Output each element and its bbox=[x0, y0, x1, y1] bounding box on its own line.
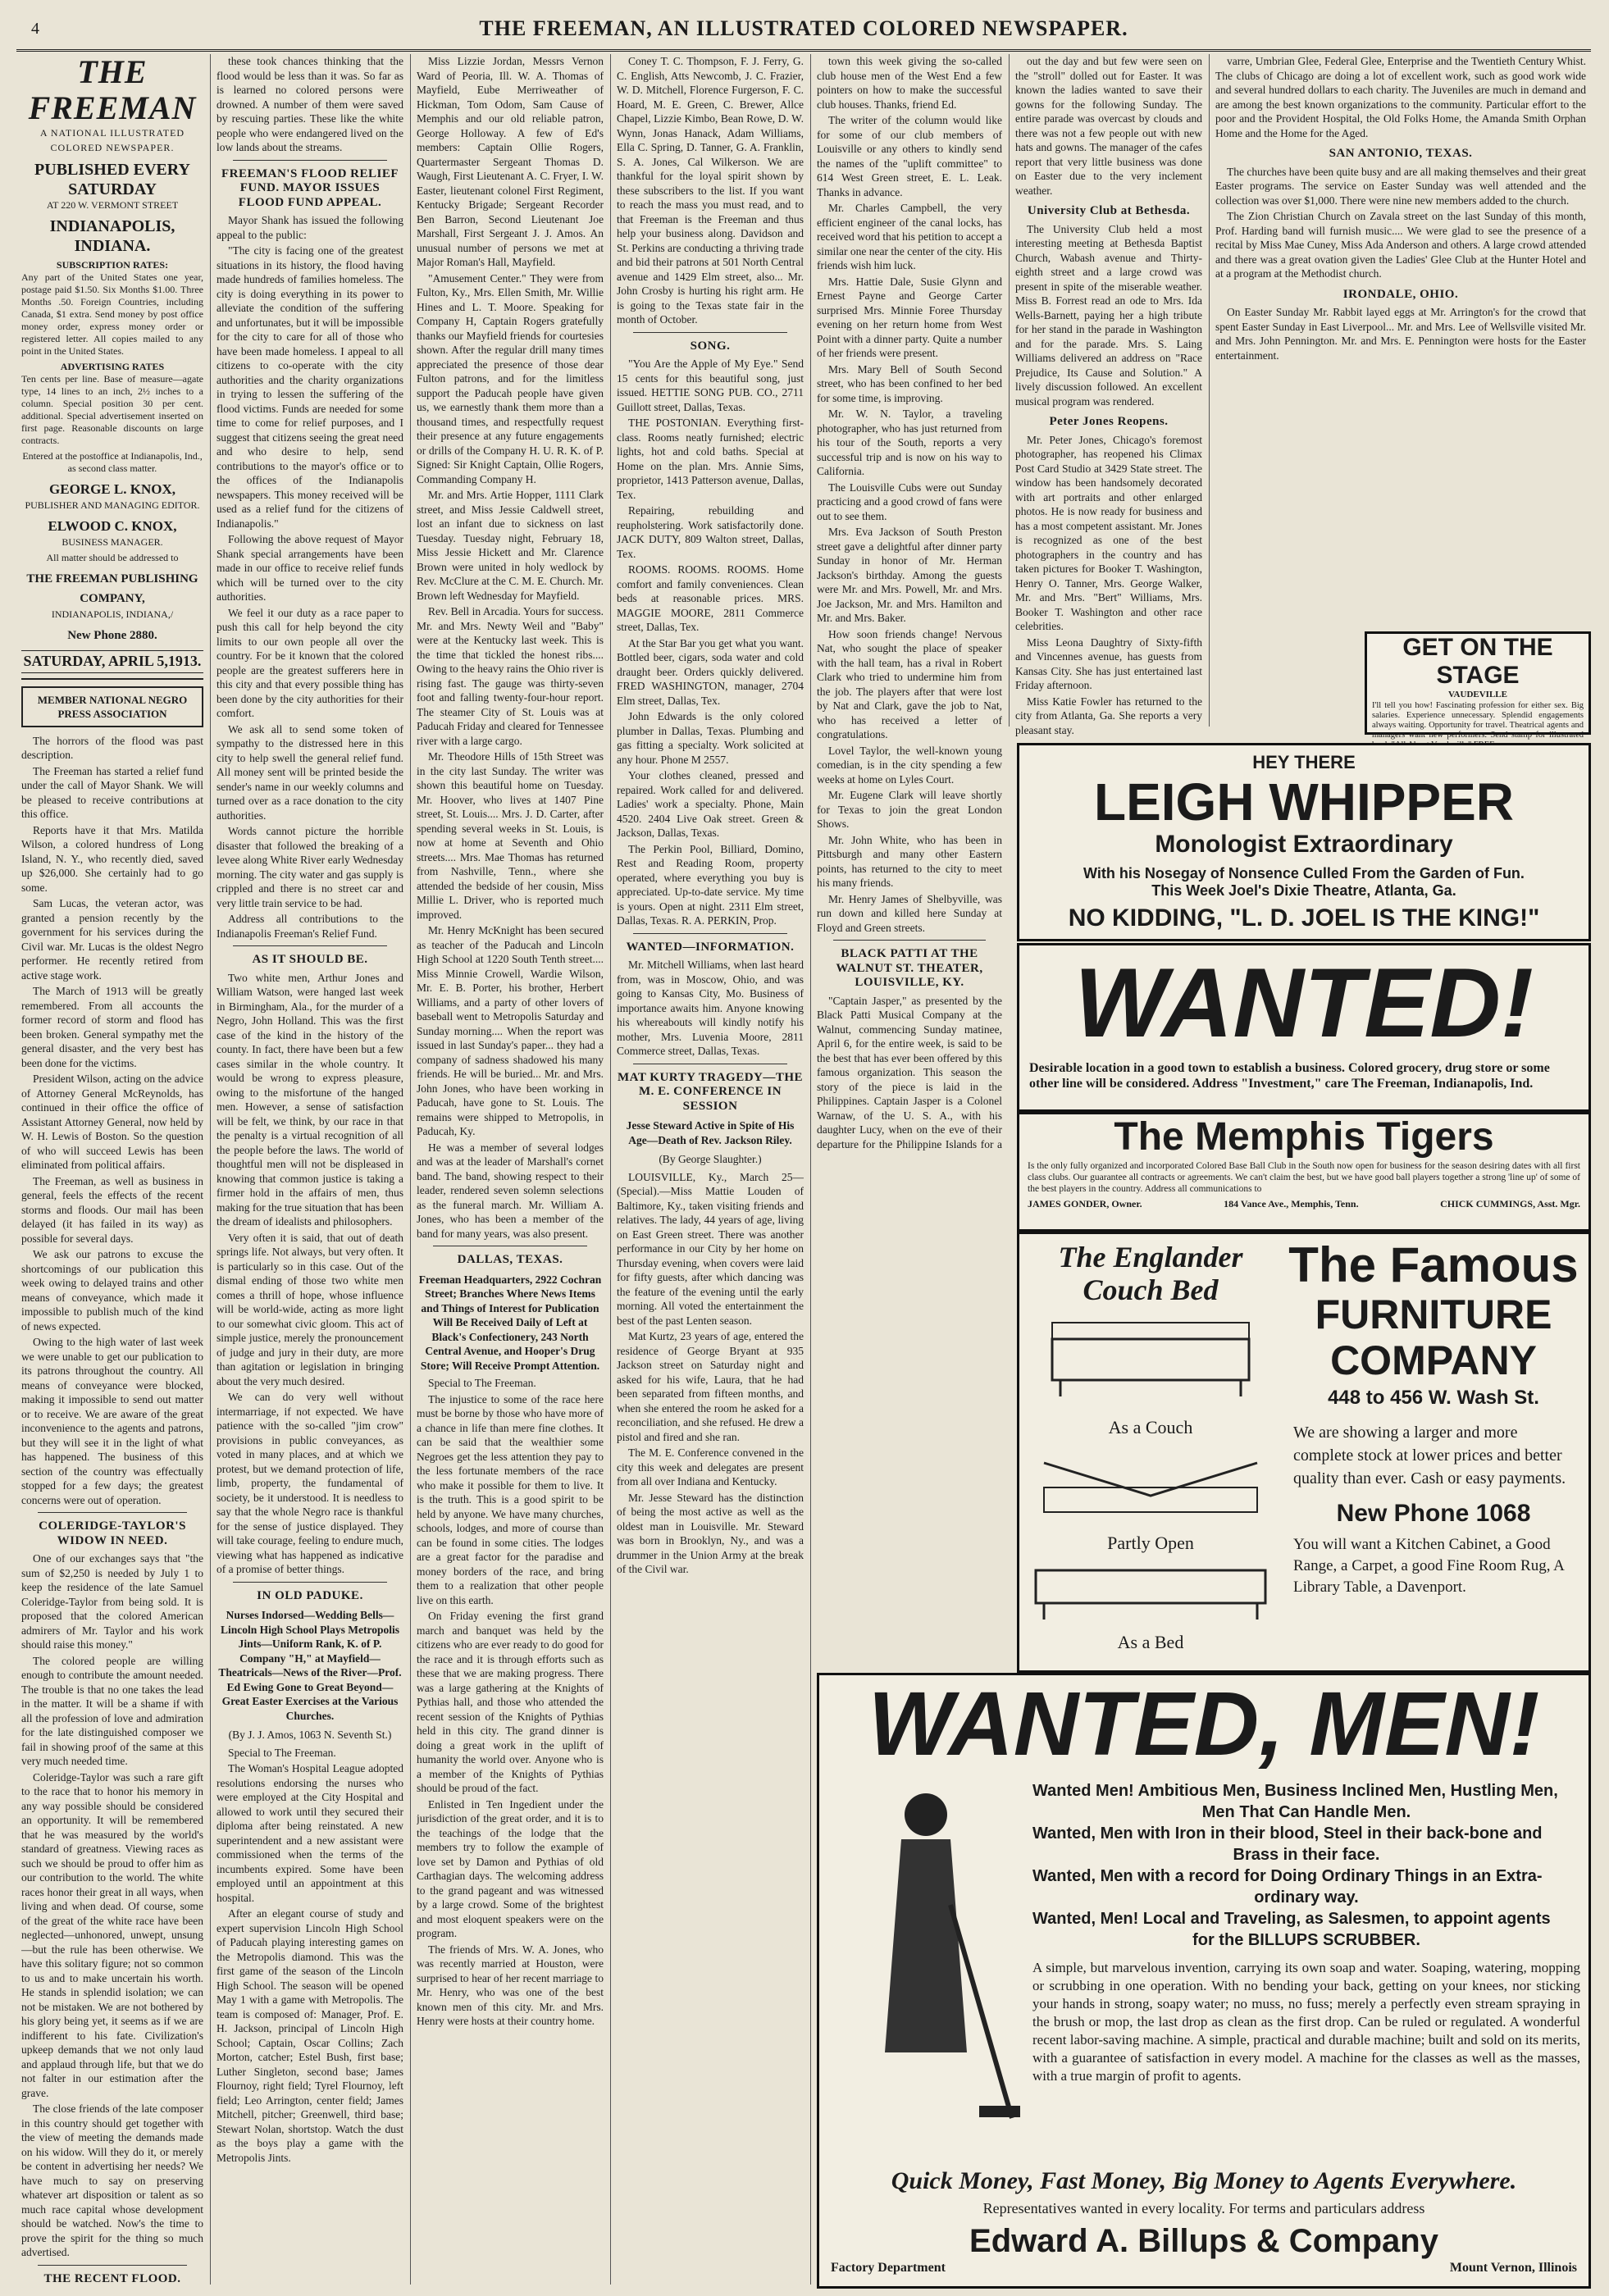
paragraph: varre, Umbrian Glee, Federal Glee, Enterprise and the Twentieth Century Whist. The clubs of Chicago are doing a lot of excellent work, such as good work wide and several hundred dollars to each charity. The Juveniles are much in demand and are among the best known organizations to the community. Particular effort to the poor and the Provident Hospital, the Old Folks Home, the Amanda Smith Orphan Home and the Home for the Aged. bbox=[1215, 55, 1586, 139]
paragraph: At the Star Bar you get what you want. Bottled beer, cigars, soda water and cold draught beer. Orders quickly delivered. FRED WASHINGTON, manager, 2704 Elm street, Dallas, Tex. bbox=[617, 636, 804, 707]
company-name: THE FREEMAN PUBLISHING COMPANY, bbox=[26, 572, 198, 605]
paragraph: "Amusement Center." They were from Fulton, Ky., Mrs. Ellen Smith, Mr. Willie Hines and L. T. Moore. Speaking for Company H, Captain Rogers gratefully thanks our Mayfield friends for courtesies shown. After the regular drill many times appreciated the presence of those dear Fulton patrons, and for the limitless support the Paducah people have given us, we earnestly thank them more than a thousand times, and respectfully request their presence at any future engagements or drills of the Company H. U. R. K. of P. Signed: Sir Knight Captain, Ollie Rogers, Commanding Company H. bbox=[417, 271, 604, 485]
paragraph: Mr. Theodore Hills of 15th Street was in the city last Sunday. The writer was shown this beautiful home on Tuesday. Mr. Hoover, who lives at 1407 Pine street, St. Louis.... Mrs. J. D. Carter, after spending several weeks in St. Louis, is now at home at Seventh and Ohio streets.... Mrs. Mae Thomas has returned from Nashville, Tenn., where she attended the bedside of her cousin, Miss Millie L. Driver, who is reported much improved. bbox=[417, 750, 604, 921]
editorial-paragraphs bbox=[21, 734, 203, 1508]
page-number: 4 bbox=[31, 20, 39, 38]
billups-line: for the BILLUPS SCRUBBER. bbox=[1192, 1931, 1420, 1949]
headline: SONG. bbox=[690, 339, 731, 353]
column-5 bbox=[817, 54, 1002, 1153]
company-city: INDIANAPOLIS, INDIANA,/ bbox=[51, 608, 174, 620]
deck: Freeman Headquarters, 2922 Cochran Street; Branches Where News Items and Things of Interest for Publication Will Be Received Daily of Left at Black's Confectionery, 243 North Central Avenue, and Hooper's Drug Store; Will Receive Prompt Attention. bbox=[418, 1273, 602, 1372]
billups-lines bbox=[1032, 1780, 1580, 2085]
paragraph: Mr. Mitchell Williams, when last heard from, was in Moscow, Ohio, and was going to Kansas City, Mo. Business of importance awaits him. Anyone knowing his whereabouts will kindly notify his mother, Mrs. Luvenia Moore, 2811 Commerce street, Dallas, Texas. bbox=[617, 959, 804, 1057]
issue-date: SATURDAY, APRIL 5,1913. bbox=[21, 650, 203, 673]
publisher-title: PUBLISHER AND MANAGING EDITOR. bbox=[25, 499, 200, 511]
byline: (By J. J. Amos, 1063 N. Seventh St.) bbox=[228, 1729, 392, 1741]
headline: Peter Jones Reopens. bbox=[1049, 415, 1169, 428]
divider bbox=[233, 1582, 387, 1583]
company-line-1: The Famous bbox=[1288, 1237, 1579, 1292]
billups-body: A simple, but marvelous invention, carrying its own soap and water. Soaping, watering, mopping or scrubbing in one operation. With no bending your back, getting on your knees, nor sticking your hands in strong, soapy water; no muss, no fuss; merely a perfectly even stream spraying in the brush or mop, the last drop as clean as the first drop. Can be ruled or regulated. A wonderful recent labor-saving machine. A simple, practical and durable machine; built and sold on its merits, with a guarantee of satisfaction in every model. A machine for the classes as well as the masses, with a true margin of profit to agents. bbox=[1032, 1960, 1580, 2084]
headline: MAT KURTY TRAGEDY—THE M. E. CONFERENCE IN SESSION bbox=[617, 1070, 804, 1113]
furniture-advertisement bbox=[1017, 1232, 1591, 1673]
furniture-phone: New Phone 1068 bbox=[1336, 1500, 1531, 1527]
column-3 bbox=[417, 54, 604, 2285]
couch-caption-2: Partly Open bbox=[1107, 1533, 1194, 1553]
couch-caption-1: As a Couch bbox=[1108, 1417, 1193, 1437]
paragraph: The friends of Mrs. W. A. Jones, who was recently married at Houston, were surprised to hear of her recent marriage to Mr. Henry, who was one of the best known men of this city. Mr. and Mrs. Henry were hosts at their country home. bbox=[417, 1943, 604, 2027]
billups-title: WANTED, MEN! bbox=[868, 1674, 1540, 1774]
paragraph: He was a member of several lodges and was at the leader of Marshall's cornet band. The band, showing respect to their leader, rendered seven solemn selections as the funeral march. Mr. William A. Jones, who has been a member of the band for many years, was also present. bbox=[417, 1141, 604, 1240]
whipper-line-3: NO KIDDING, "L. D. JOEL IS THE KING!" bbox=[1068, 904, 1540, 932]
paragraph: Words cannot picture the horrible disaster that followed the breaking of a levee along White River early Wednesday morning. The city water and gas supply is crippled and there is no street car and very little train service to be had. bbox=[217, 825, 403, 909]
billups-department: Factory Department bbox=[831, 2261, 946, 2275]
couch-bed-product: The Englander Couch Bed bbox=[1058, 1241, 1243, 1306]
memphis-body: Is the only fully organized and incorporated Colored Base Ball Club in the South now open for business for the season desiring dates with all first class clubs. Our guarantee all contracts or agreements. We can't claim the best, but we have good ball players together a strong 'line up' of some of the best players in the country. Address all communications to bbox=[1028, 1161, 1580, 1194]
paragraph: town this week giving the so-called club house men of the West End a few pointers on how to make the successful club houses. Thanks, friend Ed. bbox=[817, 55, 1002, 111]
paragraph: Special to The Freeman. bbox=[228, 1746, 336, 1759]
paragraph: LOUISVILLE, Ky., March 25—(Special).—Miss Mattie Louden of Baltimore, Ky., taken visiting friends and relatives. The lady, 44 years of age, living on East Green street. There was another performance in our City by her home on Thursday evening, when covers were laid for fifty guests, after which dancing was the feature of the evening until the early morning. All voted the entertainment the best of the past Lenten season. bbox=[617, 1170, 804, 1327]
paragraph: Rev. Bell in Arcadia. Yours for success. Mr. and Mrs. Newty Weil and "Baby" were at the Kentucky last week. This is the time that tickled the honest ribs.... Owing to the heavy rains the Ohio river is rising fast. The gauge was thirty-seven foot and falling twenty-four-hour report. The steamer City of St. Louis was at Paducah Friday and cleared for Tennessee river with a large cargo. bbox=[417, 605, 604, 747]
paragraph: Repairing, rebuilding and reupholstering. Work satisfactorily done. JACK DUTY, 809 Walton street, Dallas, Tex. bbox=[617, 504, 804, 560]
couch-caption-3: As a Bed bbox=[1117, 1632, 1184, 1652]
paragraph: Enlisted in Ten Ingedient under the jurisdiction of the great order, and it is to the teachings of the lodge that the members try to follow the example of love set by Damon and Pythias of old Carthagian days. The welcoming address to the grand pageant and was witnessed by a large crowd. Some of the brightest and most eloquent speakers were on the program. bbox=[417, 1797, 604, 1939]
column-rule bbox=[1209, 54, 1210, 727]
wanted-title: WANTED! bbox=[1074, 948, 1534, 1058]
headline: THE RECENT FLOOD. bbox=[43, 2271, 181, 2285]
whipper-title: Monologist Extraordinary bbox=[1155, 831, 1453, 858]
paragraph: The Freeman, as well as business in general, feels the effects of the recent storms and floods. Our mail has been delayed (it has failed in its way) as possible for several days. bbox=[21, 1174, 203, 1245]
running-header bbox=[16, 8, 1591, 52]
paragraph: The churches have been quite busy and are all making themselves and their great Easter programs. The service on Easter Sunday was well attended and the collection was over $1,000. There were nine new members added to the church. bbox=[1215, 165, 1586, 207]
divider bbox=[233, 945, 387, 946]
wanted-location-advertisement bbox=[1017, 943, 1591, 1112]
memphis-tigers-advertisement bbox=[1017, 1112, 1591, 1232]
manager-title: BUSINESS MANAGER. bbox=[62, 536, 163, 548]
paragraph: Mr. Eugene Clark will leave shortly for Texas to join the great London Shows. bbox=[817, 789, 1002, 830]
paragraph: We feel it our duty as a race paper to push this call for help beyond the city limits to our own people all over the country. For be it known that the colored people are the greatest sufferers here in this city and that every possible thing has been done by the city authorities for their comfort. bbox=[217, 606, 403, 719]
column-rule bbox=[1009, 54, 1010, 727]
memphis-address: 184 Vance Ave., Memphis, Tenn. bbox=[1224, 1198, 1359, 1210]
company-phone: New Phone 2880. bbox=[67, 629, 157, 642]
byline: (By George Slaughter.) bbox=[659, 1153, 762, 1165]
masthead-title: THE FREEMAN bbox=[28, 54, 197, 126]
memphis-owner: JAMES GONDER, Owner. bbox=[1028, 1198, 1142, 1210]
divider bbox=[633, 933, 787, 934]
headline: SAN ANTONIO, TEXAS. bbox=[1329, 147, 1473, 160]
paragraph: Mr. John White, who has been in Pittsburgh and many other Eastern points, has returned to the city to meet his many friends. bbox=[817, 833, 1002, 889]
entered-note: Entered at the postoffice at Indianapolis, Ind., as second class matter. bbox=[22, 450, 203, 474]
divider bbox=[38, 1512, 187, 1513]
paragraph: On Easter Sunday Mr. Rabbit layed eggs at Mr. Arrington's for the crowd that spent Easter Sunday in East Liverpool... Mr. and Mrs. Lee of Wellsville visited Mr. and Mrs. John Pennington. Mr. and Mrs. E. Pennington were hosts for the Easter entertainment. bbox=[1215, 306, 1586, 362]
paragraph: "You Are the Apple of My Eye." Send 15 cents for this beautiful song, just issued. HETTIE SONG PUB. CO., 2711 Guillott street, Dallas, Texas. bbox=[617, 358, 804, 413]
paragraph: Mr. and Mrs. Artie Hopper, 1111 Clark street, and Miss Jessie Caldwell street, lost an infant due to sickness on last Tuesday. Tuesday night, February 18, Miss Jessie Hickett and Mr. Clarence Brown were united in holy wedlock by Rev. McClure at the C. M. E. Church. Mr. Brown left Wednesday for Mayfield. bbox=[417, 489, 604, 602]
column-4 bbox=[617, 54, 804, 2285]
stage-ad-sub: VAUDEVILLE bbox=[1448, 690, 1507, 699]
paragraph: THE POSTONIAN. Everything first-class. Rooms neatly furnished; electric lights, hot and cold baths. Special at Home on the plan. Mrs. Annie Sims, proprietor, 1413 Patterson avenue, Dallas, Tex. bbox=[617, 417, 804, 501]
paragraph: The March of 1913 will be greatly remembered. From all accounts the former record of storm and flood has been broken. General sympathy met the general disaster, and the very best has been done for the victims. bbox=[21, 985, 203, 1069]
paragraph: "The city is facing one of the greatest situations in its history, the flood having made hundreds of families homeless. The city is doing everything in its power to alleviate the condition of the suffering and unfortunates, but it will be impossible for the city to care for all of those who have been made homeless. I appeal to all citizens to co-operate with the city authorities and the charity organizations in trying to lessen the suffering of the flood victims. Funds are needed for some time to come for relief purposes, and I suggest that citizens seeing the great need and who desire to help, send contributions to the mayor's office or to the offices of the Indianapolis newspapers. This money received will be used as a relief fund for the citizens of Indianapolis." bbox=[217, 244, 403, 530]
paragraph: Following the above request of Mayor Shank special arrangements have been made in our office to receive relief funds which will be turned over to the city authorities. bbox=[217, 533, 403, 603]
paragraph: The M. E. Conference convened in the city this week and delegates are present from all over Indiana and Kentucky. bbox=[617, 1446, 804, 1487]
paragraph: Mr. Jesse Steward has the distinction of being the most active as well as the oldest man in Louisville. Mr. Steward was born in Brooklyn, Ny., and was a drummer in the Union Army at the break of the Civil war. bbox=[617, 1491, 804, 1575]
paragraph: Mr. Henry James of Shelbyville, was run down and killed here Sunday at Floyd and Green streets. bbox=[817, 892, 1002, 934]
paragraph: Coleridge-Taylor was such a rare gift to the race that to honor his memory in any way possible should be considered an opportunity. It will be remembered that he was measured by the world's standard of greatness. Viewing races as such we should be proud to offer him as our contribution to the world. The white races honor their great in all ways, when living and when dead. Of course, some of the great of the white race have been neglected—unhonored, unwept, unsung—but the rule has been otherwise. We have this solitary figure; not so common to us and to make uncertain his worth. He stands in splendid isolation; we can not be mistaken. We are not bothered by his glory being yet, it seems as if we are indifferent to his fate. Civilization's upkeep demands that we not only laud and applaud through life, but that we do not falter in our estimation after the grave. bbox=[21, 1770, 203, 2099]
headline: BLACK PATTI AT THE WALNUT ST. THEATER, LOUISVILLE, KY. bbox=[836, 947, 983, 989]
subscription-heading: SUBSCRIPTION RATES: bbox=[56, 259, 169, 271]
paragraph: Sam Lucas, the veteran actor, was granted a pension recently by the government for his services during the Civil war. Mr. Lucas is the oldest Negro performer. He recently retired from active stage work. bbox=[21, 897, 203, 982]
woman-scrubbing-illustration bbox=[836, 1782, 1024, 2126]
paragraph: The injustice to some of the race here must be borne by those who have more of a chance in life than mere fine clothes. It can be said that the wealthier some Negroes get the less attention they pay to the less fortunate members of the race who make it possible for them to live. It is the truth. This is a good spirit to be held by anyone. We have many churches, schools, lodges, and more of course than can be found in some cities. The lodges are a great factor for the paradise and money borders of the race, and bring them to a realization that other people live on this earth. bbox=[417, 1392, 604, 1606]
paragraph: these took chances thinking that the flood would be less than it was. So far as is learned no colored persons were drowned. A number of them were saved by rescuing parties. These like the white people who were endangered lived on the low lands about the streams. bbox=[217, 55, 403, 153]
furniture-address: 448 to 456 W. Wash St. bbox=[1328, 1387, 1539, 1409]
leigh-whipper-advertisement bbox=[1017, 743, 1591, 941]
paragraph: The University Club held a most interesting meeting at Bethesda Baptist Church, Wabash avenue and Thirty-eighth street and a large crowd was present in spite of the miserable weather. Miss B. Forrest read an ode to Mrs. Ida Wells-Barnett, paying her a high tribute for her stand in the parade in Washington and for the parade. Mrs. S. Laing Williams delivered an address on "Race Prejudice, Its Cause and Solution." A lively discussion followed. An excellent musical program was rendered. bbox=[1015, 222, 1202, 408]
paragraph: John Edwards is the only colored plumber in Dallas, Texas. Plumbing and gas fitting a specialty. Work solicited at any hour. Phone M 2557. bbox=[617, 710, 804, 766]
billups-rep: Representatives wanted in every locality. For terms and particulars address bbox=[982, 2200, 1425, 2216]
column-rule bbox=[610, 54, 611, 2285]
billups-line: Brass in their face. bbox=[1233, 1846, 1380, 1864]
furniture-body: We are showing a larger and more complete stock at lower prices and better quality than ever. Cash or easy payments. bbox=[1293, 1424, 1566, 1487]
whipper-line-1: With his Nosegay of Nonsence Culled From the Garden of Fun. bbox=[1083, 865, 1525, 882]
paragraph: Address all contributions to the Indianapolis Freeman's Relief Fund. bbox=[217, 913, 403, 940]
paragraph: "Captain Jasper," as presented by the Black Patti Musical Company at the Walnut, commencing Sunday matinee, April 6, for the entire week, is said to be the best that has ever been offered by this famous organization. This season the story of the piece is laid in the Philippines. Captain Jasper is a Colonel Warnaw, of the U. S. A., with his daughter Lucy, when on the eve of their departure for the Philippine Islands for a bbox=[817, 994, 1002, 1150]
masthead bbox=[21, 54, 203, 680]
furniture-body-2: You will want a Kitchen Cabinet, a Good Range, a Carpet, a good Fine Room Rug, A Library Table, a Davenport. bbox=[1293, 1536, 1564, 1596]
paragraph: Two white men, Arthur Jones and William Watson, were hanged last week in Birmingham, Ala., for the murder of a Negro, John Holland. This was the first case of the kind in the history of the county. In fact, there have been but a few cases similar in the whole country. It would be wrong to express pleasure, owing to the misfortune of the hanged men. However, a sense of satisfaction will be felt, we think, by our race in that the penalty is a virtual recognition of all the people before the laws. The world of thoughtful men will not be displeased in knowing that common justice is taking a firmer hold in the affairs of men, thus making for the true situation that has been the dream of idealists and philosophers. bbox=[217, 971, 403, 1228]
paragraph: The Perkin Pool, Billiard, Domino, Rest and Reading Room, property operated, where everything you buy is appreciated. Up-to-date service. My time is yours. Open at night. 2311 Elm street, Dallas, Texas. R. A. PERKIN, Prop. bbox=[617, 842, 804, 927]
billups-city: Mount Vernon, Illinois bbox=[1449, 2261, 1577, 2275]
paragraph: After an elegant course of study and expert supervision Lincoln High School of Paducah playing interesting games on the Metropolis diamond. This was the first game of the season of the Lincoln High School. The season will be opened May 1 with a game with Metropolis. The team is composed of: Manager, Prof. E. H. Jackson, principal of Lincoln High School; Captain, Oscar Collins; Zach Morton, catcher; Estel Bush, first base; Luther Singleton, second base; James Flournoy, right field; Tyrel Flournoy, left field; Leo Arrington, center field; James Mitchell, pitcher; Greenwell, third base; Stewart Nolan, shortstop. Watch the dust as the boys play a game with the Metropolis Jints. bbox=[217, 1907, 403, 2164]
paragraph: Mr. W. N. Taylor, a traveling photographer, who has just returned from his tour of the South, reports a very successful trip and is now on his way to California. bbox=[817, 408, 1002, 477]
divider bbox=[633, 332, 787, 333]
company-line-2: FURNITURE bbox=[1315, 1292, 1552, 1337]
paragraph: Your clothes cleaned, pressed and repaired. Work called for and delivered. Ladies' work a specialty. Phone, Main 4520. 2404 Live Oak street. Green & Jackson, Dallas, Texas. bbox=[617, 769, 804, 839]
paragraph: The Louisville Cubs were out Sunday practicing and a good crowd of fans were out to see them. bbox=[817, 481, 1002, 522]
paragraph: out the day and but few were seen on the "stroll" dolled out for Easter. It was known the ladies wanted to save their gowns for the following Sunday. The entire parade was overcast by clouds and there was not a few people out with new hats and gowns. The manager of the cafes report that very little business was done on Easter due to the very inclement weather. bbox=[1015, 55, 1202, 197]
paragraph: Special to The Freeman. bbox=[428, 1377, 536, 1389]
stage-ad-body: I'll tell you how! Fascinating profession for either sex. Big salaries. Experience unnecessary. Splendid engagements always waiting. Opportunity for travel. Theatrical agents and managers want new performers. Send stamp for illustrated bbox=[1372, 701, 1584, 740]
stage-ad-heading: GET ON THE STAGE bbox=[1402, 634, 1553, 689]
headline: IN OLD PADUKE. bbox=[257, 1588, 363, 1602]
masthead-subtitle: A NATIONAL ILLUSTRATED COLORED NEWSPAPER. bbox=[39, 127, 185, 153]
newspaper-running-title: THE FREEMAN, AN ILLUSTRATED COLORED NEWSPAPER. bbox=[479, 16, 1128, 40]
billups-line: Wanted, Men! Local and Traveling, as Salesmen, to appoint agents bbox=[1032, 1910, 1551, 1928]
furniture-company-panel bbox=[1287, 1239, 1580, 1598]
paragraph: Mr. Charles Campbell, the very efficient engineer of the canal locks, has received word that his petition to accept a similar one near the center of the city. His friends wish him luck. bbox=[817, 202, 1002, 271]
masthead-address: AT 220 W. VERMONT STREET bbox=[46, 199, 179, 211]
couch-bed-panel bbox=[1028, 1241, 1274, 1653]
whipper-name: LEIGH WHIPPER bbox=[1093, 772, 1515, 831]
headline: IRONDALE, OHIO. bbox=[1342, 287, 1459, 301]
billups-line: ordinary way. bbox=[1254, 1888, 1359, 1906]
paragraph: The writer of the column would like for some of our club members of Louisville or any others to kindly send the names of the "uplift committee" to 614 West Green street, E. L. Leak. Thanks in advance. bbox=[817, 114, 1002, 198]
paragraph: Owing to the high water of last week we were unable to get our publication to its patrons throughout the country. All means of conveyance were blocked, making it impossible to send out matter or to receive. We are aware of the great inconvenience to the agents and patrons, but they will see it in the light of what has happened. The business of this section of the country was effectually stopped for a few days; the greatest concerns were out of operation. bbox=[21, 1336, 203, 1506]
headline: FREEMAN'S FLOOD RELIEF FUND. MAYOR ISSUES FLOOD FUND APPEAL. bbox=[221, 166, 399, 209]
paragraph: We ask our patrons to excuse the shortcomings of our publication this week owing to delayed trains and other means of conveyance, which made it impossible to publish much of the kind of news expected. bbox=[21, 1248, 203, 1332]
paragraph: The Woman's Hospital League adopted resolutions endorsing the nurses who were employed at the City Hospital and allowed to work until they secured their diploma after being reinstated. A new superintendent and a new assistant were commissioned when the terms of the incumbents expired. Some have been employed until an appointment at this hospital. bbox=[217, 1762, 403, 1904]
deck: Jesse Steward Active in Spite of His Age—Death of Rev. Jackson Riley. bbox=[626, 1119, 795, 1146]
subscription-text: Any part of the United States one year, postage paid $1.50. Six Months $1.00. Three Months .50. Foreign Countries, including Canada, $1 extra. Send money by post office money order, express money order or registered letter. All copies mailed to any point in the United States. bbox=[21, 271, 203, 357]
paragraph: We ask all to send some token of sympathy to the distressed here in this city to help swell the general relief fund. All money sent will be printed beside the sender's name in our weekly columns and turned over as a race donation to the city authorities. bbox=[217, 722, 403, 822]
memphis-manager: CHICK CUMMINGS, Asst. Mgr. bbox=[1440, 1198, 1580, 1210]
billups-company: Edward A. Billups & Company bbox=[969, 2223, 1438, 2259]
paragraph: ROOMS. ROOMS. ROOMS. Home comfort and family conveniences. Clean beds at reasonable prices. MRS. MAGGIE MOORE, 2811 Commerce street, Dallas, Tex. bbox=[617, 563, 804, 633]
address-note: All matter should be addressed to bbox=[46, 552, 179, 563]
billups-line: Wanted, Men with a record for Doing Ordinary Things in an Extra- bbox=[1032, 1867, 1543, 1885]
divider bbox=[38, 2265, 187, 2266]
bed-illustration bbox=[1028, 1554, 1274, 1628]
manager-name: ELWOOD C. KNOX, bbox=[48, 518, 177, 534]
column-rule bbox=[210, 54, 211, 2285]
paragraph: Mrs. Mary Bell of South Second street, who has been confined to her bed for some time, is improving. bbox=[817, 362, 1002, 404]
billups-line: Wanted Men! Ambitious Men, Business Inclined Men, Hustling Men, bbox=[1032, 1782, 1558, 1800]
memphis-contacts bbox=[1019, 1195, 1588, 1214]
paragraph: Lovel Taylor, the well-known young comedian, is in the city spending a few weeks at home on Lyles Court. bbox=[817, 744, 1002, 786]
column-rule bbox=[410, 54, 411, 2285]
paragraph: Mr. Henry McKnight has been secured as teacher of the Paducah and Lincoln High School at 1220 South Tenth street.... Miss Minnie Crowell, Wardie Wilson, Mr. E. B. Porter, his brother, Herbert Williams, and a party of other lovers of baseball went to Metropolis Saturday and Sunday morning.... When the report was issued in last Sunday's paper... they had a company of sadness shadowed his many friends. He will be buried... Mr. and Mrs. John Jones, who have been working in Paducah, have gone to St. Louis. The remains were shipped to Metropolis, in Paducah, Ky. bbox=[417, 924, 604, 1137]
paragraph: We can do very well without intermarriage, if not expected. We have patience with the so-called "jim crow" provisions in public conveyances, as voted in many places, and at which we protest, but we demand protection of life, limb, property, the fundamental of society, be it understood. It is needless to say that the whole Negro race is thankful for the sense of justice displayed. They will take courage, feeling to endure much, viewing what has happened as indicative of a promise of better things. bbox=[217, 1391, 403, 1575]
paragraph: Mayor Shank has issued the following appeal to the public: bbox=[217, 214, 403, 241]
billups-scrubber-advertisement bbox=[817, 1673, 1591, 2289]
billups-line: Wanted, Men with Iron in their blood, Steel in their back-bone and bbox=[1032, 1824, 1543, 1843]
paragraph: The horrors of the flood was past description. bbox=[21, 734, 203, 761]
paragraph: The colored people are willing enough to contribute the amount needed. The trouble is that no one takes the lead in the matter. It will be a shame if with all the profession of love and admiration for the late distinguished composer we fail in showing proof of the same at this very much needed time. bbox=[21, 1654, 203, 1767]
paragraph: Coney T. C. Thompson, F. J. Ferry, G. C. English, Atts Newcomb, J. C. Frazier, W. D. Mitchell, Florence Furgerson, F. C. Hoard, M. E. Green, C. Brewer, Allce Chapel, Lizzie Kimbo, Bean Rowe, D. W. Wynn, Jonas Hanack, Adam Williams, Ella C. Spring, D. Tanner, G. A. Franklin, S. A. Jones, Cal Wilkerson. We are thankful for the loyal spirit shown by these subscribers to the list. If you want to reach the mass you must read, and to that Freeman is the Freeman and thus help your business along. Davidson and St. Perkins are conducting a thriving trade and bid their patrons at 501 North Central avenue and 1429 Elm street, also... Mr. John Crosby is hurting his right arm. He is going to the Texas state fair in the month of October. bbox=[617, 55, 804, 326]
paragraph: Miss Lizzie Jordan, Messrs Vernon Ward of Peoria, Ill. W. A. Thomas of Mayfield, Eube Merriweather of Hickman, Tom Odom, Sam Cause of Memphis and our old reliable patron, George Holloway. A few of Ed's members: Captain Ollie Rogers, Quartermaster Sergeant Thomas D. Waugh, First Lieutenant A. C. Fryer, I. W. Easter, lieutenant colonel First Regiment, Kentucky Brigade; Sergeant Recorder Ben Barron, Second Lieutenant Joe Marshall, First Sergeant J. J. Amos. An unusual number of persons we met at Major Roman's Hall, Mayfield. bbox=[417, 55, 604, 268]
wanted-body: Desirable location in a good town to establish a business. Colored grocery, drug store or some other line will be considered. Address "Investment," care The Freeman, Indianapolis, Ind. bbox=[1029, 1061, 1550, 1091]
paragraph: Reports have it that Mrs. Matilda Wilson, a colored hundress of Long Island, N. Y., who recently died, saved up $26,000. She certainly had to go some. bbox=[21, 823, 203, 894]
column-1 bbox=[21, 54, 203, 2285]
whipper-top: HEY THERE bbox=[1252, 752, 1356, 772]
paragraph: One of our exchanges says that "the sum of $2,250 is needed by July 1 to keep the residence of the late Samuel Coleridge-Taylor from being sold. It is proposed that the colored American admirers of Mr. Taylor and his work should raise this money." bbox=[21, 1552, 203, 1651]
paragraph: Miss Leona Daughtry of Sixty-fifth and Vincennes avenue, has guests from Kansas City. She has just entertained last Friday afternoon. bbox=[1015, 636, 1202, 691]
paragraph: The Freeman has started a relief fund under the call of Mayor Shank. We will be pleased to receive contributions at this office. bbox=[21, 764, 203, 820]
masthead-city: INDIANAPOLIS, INDIANA. bbox=[49, 217, 175, 255]
column-2 bbox=[217, 54, 403, 2285]
partly-open-illustration bbox=[1028, 1438, 1274, 1528]
headline: AS IT SHOULD BE. bbox=[252, 953, 368, 966]
billups-slogan: Quick Money, Fast Money, Big Money to Agents Everywhere. bbox=[891, 2167, 1517, 2194]
paragraph: Very often it is said, that out of death springs life. Not always, but very often. It is particularly so in this case. Out of the dismal ending of those two white men comes a thrill of hope, whose influence will be world-wide, acting as more light to our somewhat civic gloom. This act of simple justice, merely the pronouncement of judge and jury in their duty, are more than agitation or legislation in bringing about the very much desired. bbox=[217, 1231, 403, 1387]
column-6 bbox=[1015, 54, 1202, 759]
divider bbox=[233, 160, 387, 161]
advertising-text: Ten cents per line. Base of measure—agate type, 14 lines to an inch, 2½ inches to a column. Special position 30 per cent. additional. Special advertisement inserted on first page. Reasonable discounts on large contracts. bbox=[21, 373, 203, 446]
advertising-heading: ADVERTISING RATES bbox=[60, 361, 165, 372]
stage-advertisement bbox=[1365, 631, 1591, 740]
paragraph: Mrs. Hattie Dale, Susie Glynn and Ernest Payne and George Carter surprised Mrs. Minnie Foree Thursday evening on her return home from West Point with a dinner party. Quite a number of her friends were present. bbox=[817, 275, 1002, 359]
paragraph: The close friends of the late composer in this country should get together with the view of meeting the demands made on his widow. Will they do it, or merely be content in advertising her needs? We have much to say on preserving whatever art disposition or talent as so much race capital whose development should be watched. Now's the time to prove the spirit for the thing so much advertised. bbox=[21, 2102, 203, 2258]
paragraph: Mr. Peter Jones, Chicago's foremost photographer, has reopened his Climax Post Card Studio at 3429 State street. The window has been handsomely decorated with art portraits and other enlarged photos. He is now ready for business and has a most competent assistant. Mr. Jones is recognized as one of the best photographers in the country and has taken pictures for Booker T. Washington, Henry O. Tanner, Mrs. George Walker, Mr. and Mrs. "Bert" Williams, Mrs. Booker T. Washington and other race celebrities. bbox=[1015, 433, 1202, 632]
headline: DALLAS, TEXAS. bbox=[457, 1253, 563, 1266]
paragraph: Mat Kurtz, 23 years of age, entered the residence of George Bryant at 935 Jackson street on Saturday night and asked for his wife, Laura, that he had been separated from fifteen months, and when she entered the room he asked for a reconciliation, and she refused. He drew a pistol and fired and she ran. bbox=[617, 1330, 804, 1443]
headline: University Club at Bethesda. bbox=[1027, 204, 1191, 217]
column-7 bbox=[1215, 54, 1586, 620]
paragraph: On Friday evening the first grand march and banquet was held by the citizens who are ever ready to do good for the race and it is through efforts such as these that we are making progress. There was a large gathering at the Knights of Pythias hall, and those who attended the recent session of the Knights of Pythias held in this city. The grand dinner is doing a great work in the uplift of humanity the world over. Anyone who is a member of the Knights of Pythias should be proud of the fact. bbox=[417, 1610, 604, 1794]
headline: WANTED—INFORMATION. bbox=[626, 940, 795, 954]
headline: COLERIDGE-TAYLOR'S WIDOW IN NEED. bbox=[39, 1519, 186, 1547]
publisher-name: GEORGE L. KNOX, bbox=[49, 481, 175, 497]
paragraph: The Zion Christian Church on Zavala street on the last Sunday of this month, Prof. Harding band will furnish music.... We were glad to see the presence of a recital by Miss Mae Cuney, Miss Ada Anderson and others. A large crowd attended and there was a great ovation given the Ladies' Glee Club at the Hunter Hotel and at a program at the Methodist church. bbox=[1215, 210, 1586, 280]
whipper-line-2: This Week Joel's Dixie Theatre, Atlanta, Ga. bbox=[1151, 882, 1456, 899]
paragraph: Miss Katie Fowler has returned to the city from Atlanta, Ga. She reports a very pleasant stay. bbox=[1015, 695, 1202, 736]
couch-illustration bbox=[1028, 1306, 1274, 1413]
paragraph: Mrs. Eva Jackson of South Preston street gave a delightful after dinner party Sunday in honor of Mr. Herman Jackson's birthday. Among the guests were Mr. and Mrs. Powell, Mr. and Mrs. Joe Jackson, Mr. and Mrs. Hamilton and Mr. and Mrs. Baker. bbox=[817, 526, 1002, 624]
memphis-title: The Memphis Tigers bbox=[1114, 1115, 1494, 1159]
masthead-published: PUBLISHED EVERY SATURDAY bbox=[34, 161, 190, 198]
press-association-badge: MEMBER NATIONAL NEGRO PRESS ASSOCIATION bbox=[21, 686, 203, 727]
billups-line: Men That Can Handle Men. bbox=[1201, 1803, 1411, 1821]
divider bbox=[833, 940, 986, 941]
deck: Nurses Indorsed—Wedding Bells—Lincoln High School Plays Metropolis Jints—Uniform Rank, K. of P. Company "H," at Mayfield—Theatricals—News of the River—Prof. Ed Ewing Gone to Great Beyond—Great Easter Exercises at the Various Churches. bbox=[218, 1609, 402, 1722]
paragraph: How soon friends change! Nervous Nat, who sought the place of speaker with the hall team, has a rival in Robert Clark who tried to undermine him from the job. The players after that were lost by Nat and Clark, gave the job to Nat, who has received a letter of congratulations. bbox=[817, 627, 1002, 740]
paragraph: President Wilson, acting on the advice of Attorney General McReynolds, has continued in their office the office of Assistant Attorney General, now held by W. H. Lewis of Boston. So the question of who will succeed Lewis has been eliminated from political affairs. bbox=[21, 1073, 203, 1171]
company-line-3: COMPANY bbox=[1330, 1337, 1537, 1383]
column-rule bbox=[810, 54, 811, 2285]
